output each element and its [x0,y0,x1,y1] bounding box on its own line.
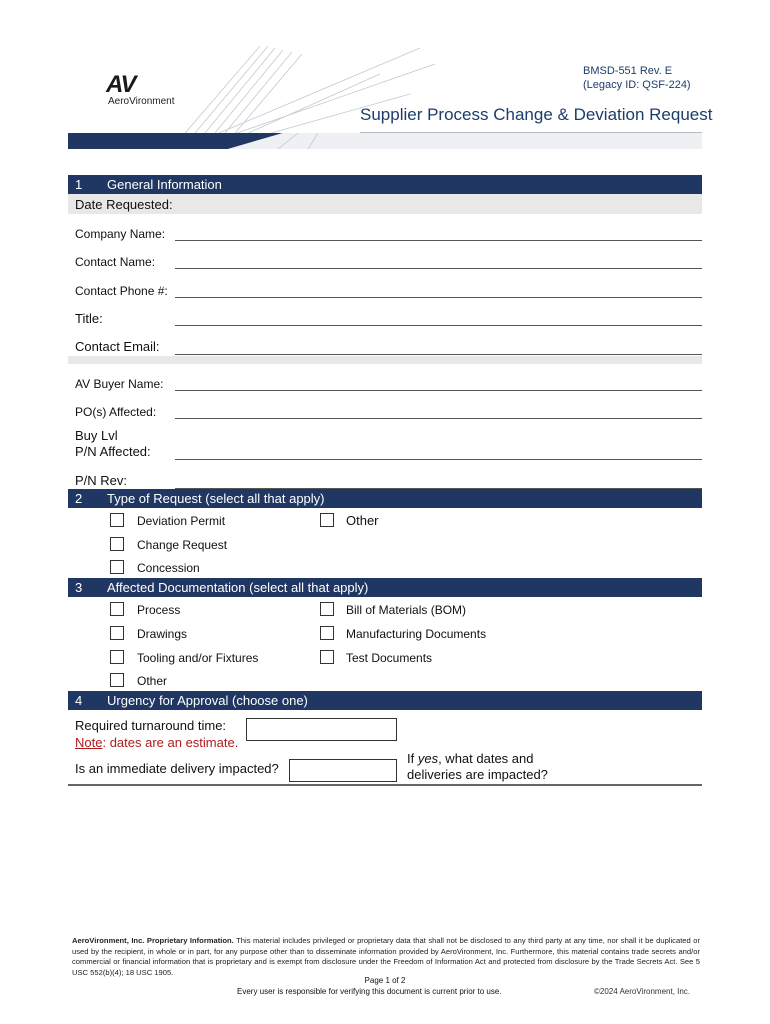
immediate-delivery-input[interactable] [289,759,397,782]
drawings-checkbox[interactable] [110,626,124,640]
concession-checkbox[interactable] [110,560,124,574]
turnaround-label: Required turnaround time: [75,718,227,733]
responsibility-note: Every user is responsible for verifying this document is current prior to use. [237,987,502,996]
impacted-dates-line1 [407,751,548,767]
manufacturing-docs-label: Manufacturing Documents [346,627,487,641]
document-number: BMSD-551 Rev. E [583,65,673,77]
pn-affected-label [75,428,151,460]
section-3-title: Affected Documentation (select all that apply) [107,580,369,595]
estimate-note [75,735,238,750]
section-1-title: General Information [107,177,222,192]
section-2-title: Type of Request (select all that apply) [107,491,325,506]
document-title: Supplier Process Change & Deviation Request [360,105,713,124]
section-1-spacer [68,356,702,364]
immediate-delivery-label: Is an immediate delivery impacted? [75,761,279,776]
company-logo [106,71,175,107]
request-other-label: Other [346,513,379,528]
document-number-block [583,64,691,92]
pn-affected-text: P/N Affected: [75,444,151,459]
date-requested-label: Date Requested: [75,197,173,212]
impacted-dates-label [407,751,548,783]
bom-checkbox[interactable] [320,602,334,616]
company-name-label: Company Name: [75,227,166,241]
contact-name-label: Contact Name: [75,255,156,269]
tooling-label: Tooling and/or Fixtures [137,651,259,665]
pos-affected-field[interactable] [175,418,702,419]
section-2-header [68,489,702,508]
buyer-name-field[interactable] [175,390,702,391]
buyer-name-label: AV Buyer Name: [75,377,164,391]
page-number: Page 1 of 2 [364,976,406,985]
process-checkbox[interactable] [110,602,124,616]
note-label: Note [75,735,103,750]
test-docs-label: Test Documents [346,651,433,665]
logo-name: AeroVironment [108,96,175,107]
documentation-other-label: Other [137,674,168,688]
pos-affected-label: PO(s) Affected: [75,405,157,419]
proprietary-notice-text: This material includes privileged or proprietary data that shall not be disclosed to any third party at any time, nor shall it be duplicated or used by the recipient, in whole or in part, for any purpose other than to disseminate information provided by AeroVironment, Inc. Furthermore, this material contains trade secrets and/or commercial or financial information that is proprietary and is exempt from disclosure under the Freedom of Information Act and protected from disclosure by the Trade Secrets Act. See 5 USC 552(b)(4); 18 USC 1905. [72,936,700,977]
test-docs-checkbox[interactable] [320,650,334,664]
change-request-checkbox[interactable] [110,537,124,551]
title-field[interactable] [175,325,702,326]
contact-name-field[interactable] [175,268,702,269]
copyright: ©2024 AeroVironment, Inc. [594,987,691,996]
contact-phone-field[interactable] [175,297,702,298]
turnaround-input[interactable] [246,718,397,741]
drawings-label: Drawings [137,627,188,641]
pn-affected-field[interactable] [175,459,702,460]
bom-label: Bill of Materials (BOM) [346,603,467,617]
title-label: Title: [75,311,103,326]
note-text: : dates are an estimate. [102,735,239,750]
logo-mark: AV [106,71,136,98]
section-4-header [68,691,702,710]
if-yes: yes [417,751,439,766]
section-4-number: 4 [75,693,83,708]
if-prefix: If [407,751,418,766]
deviation-permit-checkbox[interactable] [110,513,124,527]
section-4-title: Urgency for Approval (choose one) [107,693,308,708]
company-name-field[interactable] [175,240,702,241]
buy-lvl-text: Buy Lvl [75,428,118,443]
concession-label: Concession [137,561,200,575]
section-1-header [68,175,702,194]
deviation-permit-label: Deviation Permit [137,514,226,528]
section-2-number: 2 [75,491,83,506]
proprietary-notice [72,936,700,978]
legacy-id: (Legacy ID: QSF-224) [583,79,691,91]
contact-email-field[interactable] [175,354,702,355]
change-request-label: Change Request [137,538,228,552]
section-3-number: 3 [75,580,83,595]
header-band [68,133,702,149]
impacted-dates-line2: deliveries are impacted? [407,767,548,782]
section-4-bottom-rule [68,784,702,786]
process-label: Process [137,603,181,617]
documentation-other-checkbox[interactable] [110,673,124,687]
tooling-checkbox[interactable] [110,650,124,664]
contact-email-label: Contact Email: [75,339,160,354]
if-rest: , what dates and [438,751,534,766]
request-other-checkbox[interactable] [320,513,334,527]
manufacturing-docs-checkbox[interactable] [320,626,334,640]
pn-rev-label: P/N Rev: [75,473,128,488]
section-1-number: 1 [75,177,83,192]
proprietary-notice-title: AeroVironment, Inc. Proprietary Information. [72,936,234,945]
section-3-header [68,578,702,597]
contact-phone-label: Contact Phone #: [75,284,168,298]
